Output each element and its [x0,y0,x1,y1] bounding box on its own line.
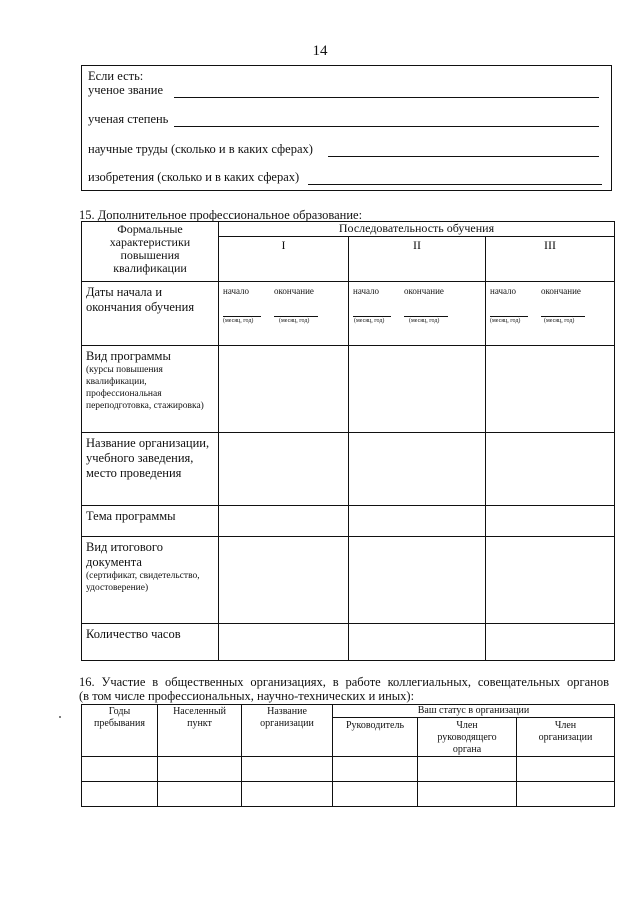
scan-dot [59,716,61,718]
header-member-body: Член руководящего органа [418,718,517,757]
row-label-dates: Даты начала и окончания обучения [82,282,219,346]
final-document-cell-1[interactable] [219,537,349,624]
start-hint: (месяц, год) [490,318,521,324]
org-name-cell[interactable] [242,782,333,807]
academic-degree-field[interactable] [174,126,599,127]
page-number: 14 [312,43,328,59]
end-hint: (месяц, год) [544,318,575,324]
row-label-topic: Тема программы [82,506,219,537]
start-hint: (месяц, год) [223,318,254,324]
topic-cell-2[interactable] [349,506,486,537]
header-sequence: Последовательность обучения [219,222,615,237]
header-status: Ваш статус в организации [333,705,615,718]
header-member-org: Член организации [517,718,615,757]
col-header-2: II [349,237,486,282]
start-label: начало [223,286,250,296]
row-label-organization: Название организации, учебного заведения, место проведения [82,433,219,506]
col-header-1: I [219,237,349,282]
place-cell[interactable] [158,782,242,807]
member-body-cell[interactable] [418,757,517,782]
section16-title-line2: (в том числе профессиональных, научно-технических и иных): [79,689,415,703]
topic-cell-1[interactable] [219,506,349,537]
inventions-field[interactable] [308,184,602,185]
member-org-cell[interactable] [517,782,615,807]
end-hint: (месяц, год) [279,318,310,324]
table-row [82,757,615,782]
start-date-field[interactable] [223,316,261,317]
org-name-cell[interactable] [242,757,333,782]
additional-education-table [81,221,615,661]
final-document-note: (сертификат, свидетельство, удостоверение) [86,571,200,593]
start-date-field[interactable] [353,316,391,317]
organization-cell-2[interactable] [349,433,486,506]
program-type-cell-2[interactable] [349,346,486,433]
scientific-works-field[interactable] [328,156,599,157]
academic-degree-label: ученая степень [88,112,169,126]
row-label-program-type: Вид программы (курсы повышения квалификации, профессиональная переподготовка, стажировка) [82,346,219,433]
head-cell[interactable] [333,782,418,807]
dates-cell-3[interactable] [486,282,615,346]
header-head: Руководитель [333,718,418,757]
end-label: окончание [541,286,581,296]
dates-cell-1[interactable] [219,282,349,346]
header-characteristics: Формальные характеристики повышения квалификации [82,222,219,282]
hours-cell-3[interactable] [486,624,615,661]
years-cell[interactable] [82,782,158,807]
col-header-3: III [486,237,615,282]
section16-title-line1: 16. Участие в общественных организациях, в работе коллегиальных, совещательных органов [79,675,609,689]
start-hint: (месяц, год) [354,318,385,324]
program-type-note: (курсы повышения квалификации, профессиональная переподготовка, стажировка) [86,365,204,411]
topic-cell-3[interactable] [486,506,615,537]
row-label-hours: Количество часов [82,624,219,661]
program-type-cell-1[interactable] [219,346,349,433]
scientific-works-label: научные труды (сколько и в каких сферах) [88,142,313,156]
end-label: окончание [274,286,314,296]
head-cell[interactable] [333,757,418,782]
end-hint: (месяц, год) [409,318,440,324]
end-date-field[interactable] [274,316,318,317]
organization-cell-3[interactable] [486,433,615,506]
academic-title-label: ученое звание [88,83,163,97]
header-years: Годы пребывания [82,705,158,757]
final-document-cell-2[interactable] [349,537,486,624]
section15-title: 15. Дополнительное профессиональное образование: [79,208,363,222]
organization-cell-1[interactable] [219,433,349,506]
member-body-cell[interactable] [418,782,517,807]
end-label: окончание [404,286,444,296]
row-label-final-document: Вид итогового документа (сертификат, свидетельство, удостоверение) [82,537,219,624]
hours-cell-2[interactable] [349,624,486,661]
academic-title-field[interactable] [174,97,599,98]
end-date-field[interactable] [541,316,585,317]
header-org-name: Название организации [242,705,333,757]
years-cell[interactable] [82,757,158,782]
final-document-cell-3[interactable] [486,537,615,624]
header-place: Населенный пункт [158,705,242,757]
dates-cell-2[interactable] [349,282,486,346]
table-row [82,782,615,807]
box-heading: Если есть: [88,69,144,83]
public-organizations-table [81,704,615,807]
end-date-field[interactable] [404,316,448,317]
member-org-cell[interactable] [517,757,615,782]
start-date-field[interactable] [490,316,528,317]
start-label: начало [353,286,380,296]
hours-cell-1[interactable] [219,624,349,661]
academic-info-box [81,65,612,191]
inventions-label: изобретения (сколько и в каких сферах) [88,170,300,184]
program-type-cell-3[interactable] [486,346,615,433]
start-label: начало [490,286,517,296]
place-cell[interactable] [158,757,242,782]
